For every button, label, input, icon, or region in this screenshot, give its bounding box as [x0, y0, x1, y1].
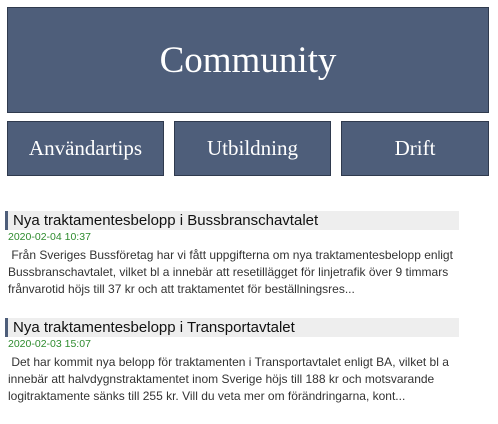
nav-tile-utbildning[interactable]: [174, 121, 331, 176]
nav-tile-label: Utbildning: [206, 136, 298, 160]
post-title-link[interactable]: Nya traktamentesbelopp i Transportavtalet: [5, 318, 459, 337]
post-date: 2020-02-03 15:07: [8, 338, 91, 350]
news-post: [5, 211, 459, 298]
nav-tile-label: Användartips: [28, 136, 143, 160]
community-banner[interactable]: [7, 7, 489, 113]
news-post: [5, 318, 459, 405]
post-date: 2020-02-04 10:37: [8, 231, 91, 243]
nav-tile-anvandartips[interactable]: [7, 121, 164, 176]
post-title-link[interactable]: Nya traktamentesbelopp i Bussbranschavtalet: [5, 211, 459, 230]
nav-tile-drift[interactable]: [341, 121, 489, 176]
post-excerpt: Från Sveriges Bussföretag har vi fått uppgifterna om nya traktamentesbelopp enligt Bussbranschavtalet, vilket bl a innebär att resetillägget för linjetrafik över 9 timmars frånvarotid höjs till 37 kr och att traktamentet för beställningsres...: [8, 248, 453, 296]
post-excerpt: Det har kommit nya belopp för traktamenten i Transportavtalet enligt BA, vilket bl a innebär att halvdygnstraktamentet inom Sverige höjs till 188 kr och motsvarande logitraktamente sänks till 255 kr. Vill du veta mer om förändringarna, kont...: [8, 355, 449, 403]
nav-tile-label: Drift: [394, 136, 436, 160]
page-title: Community: [159, 39, 337, 81]
